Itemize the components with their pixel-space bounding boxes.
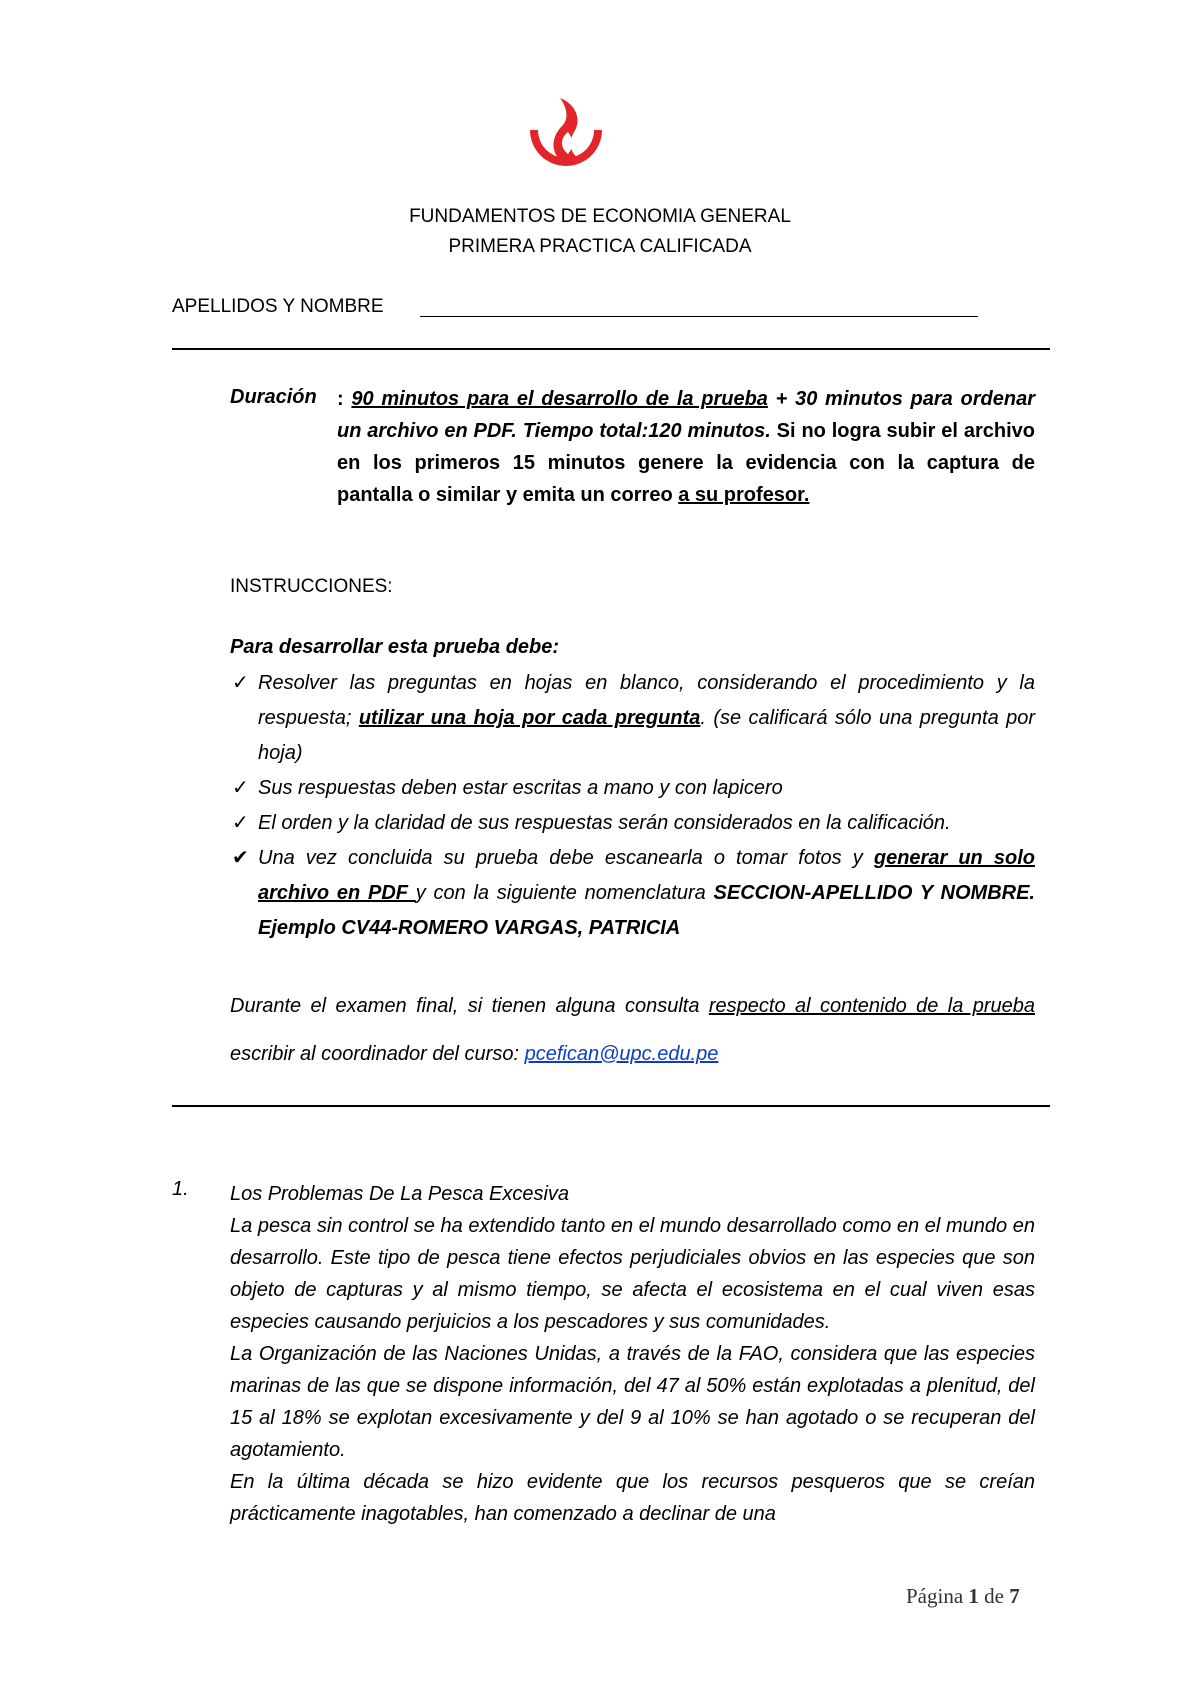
duration-note: Si no logra subir el archivo en los primeros 15 minutos genere la evidencia con la captura de pantalla o similar y emita un correo	[337, 420, 1035, 506]
instructions-lead: Para desarrollar esta prueba debe:	[230, 636, 560, 658]
divider-bottom	[172, 1105, 1050, 1107]
instructions-list	[230, 666, 1035, 946]
instruction-item: ✓ Resolver las preguntas en hojas en blanco, considerando el procedimiento y la respuesta; utilizar una hoja por cada pregunta. (se calificará sólo una pregunta por hoja)	[230, 666, 1035, 771]
duration-note-end: a su profesor.	[678, 484, 810, 506]
duration-label: Duración	[230, 386, 317, 408]
duration-main: 90 minutos para el desarrollo de la prueba	[351, 388, 768, 410]
divider-top	[172, 348, 1050, 350]
check-icon: ✓	[232, 812, 249, 834]
check-heavy-icon: ✔	[232, 847, 249, 869]
duration-colon: :	[337, 388, 344, 410]
name-blank-line[interactable]	[420, 316, 978, 317]
question-paragraph: La pesca sin control se ha extendido tanto en el mundo desarrollado como en el mundo en desarrollo. Este tipo de pesca tiene efectos perjudiciales obvios en las especies que son objeto de capturas y al mismo tiempo, se afecta el ecosistema en el cual viven esas especies causando perjuicios a los pescadores y sus comunidades.	[230, 1215, 1035, 1333]
logo-flame	[553, 98, 578, 164]
course-title: FUNDAMENTOS DE ECONOMIA GENERAL	[409, 206, 791, 227]
question-paragraph: En la última década se hizo evidente que los recursos pesqueros que se creían prácticamente inagotables, han comenzado a declinar de una	[230, 1471, 1035, 1525]
check-icon: ✓	[232, 672, 249, 694]
question-paragraph: La Organización de las Naciones Unidas, a través de la FAO, considera que las especies marinas de las que se dispone información, del 47 al 50% están explotadas a plenitud, del 15 al 18% se explotan excesivamente y del 9 al 10% se han agotado o se recuperan del agotamiento.	[230, 1343, 1035, 1461]
question-body	[230, 1178, 1035, 1530]
name-label: APELLIDOS Y NOMBRE	[172, 296, 384, 317]
duration-extra: + 30 minutos para ordenar un archivo en PDF. Tiempo total:120 minutos.	[337, 388, 1036, 442]
question-title: Los Problemas De La Pesca Excesiva	[230, 1183, 570, 1205]
instructions-heading: INSTRUCCIONES:	[230, 576, 393, 597]
instruction-item: ✓ Sus respuestas deben estar escritas a mano y con lapicero	[230, 771, 1035, 806]
instruction-item: ✔ Una vez concluida su prueba debe escanearla o tomar fotos y generar un solo archivo en PDF y con la siguiente nomenclatura SECCION-APELLIDO Y NOMBRE. Ejemplo CV44-ROMERO VARGAS, PATRICIA	[230, 841, 1035, 946]
duration-text	[337, 383, 1035, 511]
university-logo	[520, 92, 612, 184]
exam-title: PRIMERA PRACTICA CALIFICADA	[448, 236, 752, 257]
page-footer: Página 1 de 7	[906, 1584, 1020, 1608]
consult-note: Durante el examen final, si tienen alguna consulta respecto al contenido de la prueba escribir al coordinador del curso: pcefican@upc.edu.pe	[230, 995, 1035, 1065]
check-icon: ✓	[232, 777, 249, 799]
instruction-item: ✓ El orden y la claridad de sus respuestas serán considerados en la calificación.	[230, 806, 1035, 841]
email-link[interactable]: pcefican@upc.edu.pe	[524, 1043, 719, 1065]
question-number: 1.	[172, 1178, 189, 1200]
